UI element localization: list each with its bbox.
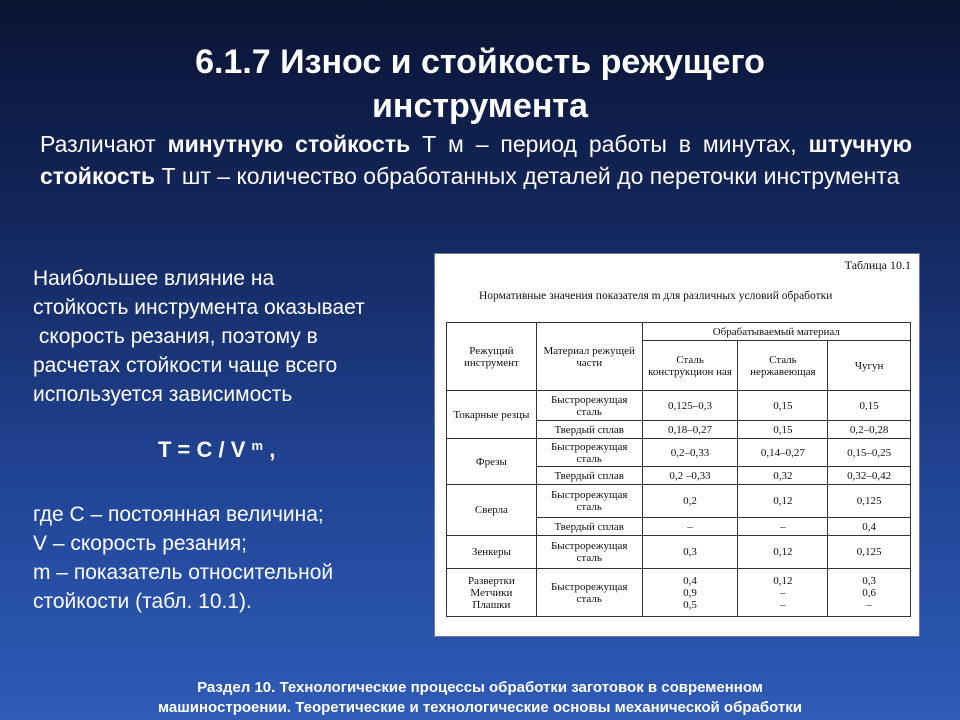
norm-table: [446, 322, 911, 617]
cell-value: 0,2 –0,33: [642, 467, 738, 485]
value-line: 0,6: [862, 586, 877, 599]
formula-text: T = C / V: [158, 437, 252, 462]
cell-value: 0,14–0,27: [738, 439, 828, 467]
legend-line: где С – постоянная величина;: [33, 503, 324, 526]
intro-paragraph: [40, 128, 912, 192]
table-row: [447, 439, 911, 467]
term-piece-life: штучную стойкость: [40, 131, 913, 189]
tool-name: Развертки: [468, 574, 515, 587]
cell-value: [828, 569, 911, 617]
explanation-line: скорость резания, поэтому в: [33, 325, 318, 348]
tool-name: Плашки: [472, 598, 511, 611]
table-caption: Таблица 10.1: [844, 258, 911, 272]
value-line: –: [780, 598, 786, 611]
cell-material: Твердый сплав: [536, 421, 642, 439]
value-line: 0,4: [683, 574, 697, 587]
intro-text: Т шт – количество обработанных деталей до переточки инструмента: [155, 163, 900, 189]
value-line: 0,5: [683, 598, 697, 611]
explanation-line: стойкость инструмента оказывает: [33, 296, 365, 319]
header-steel-stainless: Сталь нержавеющая: [738, 341, 828, 391]
table-panel: [434, 253, 920, 637]
value-line: 0,9: [683, 586, 697, 599]
header-cast-iron: Чугун: [828, 341, 911, 391]
cell-value: –: [642, 518, 738, 536]
title-line-1: 6.1.7 Износ и стойкость режущего: [195, 43, 765, 81]
header-steel-struct: Сталь конструкцион ная: [642, 341, 738, 391]
table-header-row: [447, 323, 911, 341]
term-minute-life: минутную стойкость: [167, 131, 411, 157]
table-subtitle: Нормативные значения показателя m для различных условий обработки: [479, 290, 833, 302]
cell-value: [738, 569, 828, 617]
cell-value: [642, 569, 738, 617]
table-row: [447, 569, 911, 617]
footer-line-1: Раздел 10. Технологические процессы обработки заготовок в современном: [197, 679, 763, 696]
footer-line-2: машиностроении. Теоретические и технологические основы механической обработки: [158, 699, 802, 716]
formula-suffix: ,: [263, 437, 276, 462]
header-material: Материал режущей части: [536, 323, 642, 391]
cell-value: 0,15: [828, 391, 911, 421]
legend-line: m – показатель относительной: [33, 561, 334, 584]
cell-material: Быстрорежущая сталь: [536, 439, 642, 467]
cell-value: 0,4: [828, 518, 911, 536]
legend-line: V – скорость резания;: [33, 532, 247, 555]
cell-material: Твердый сплав: [536, 518, 642, 536]
cell-material: Быстрорежущая сталь: [536, 391, 642, 421]
explanation-line: расчетах стойкости чаще всего: [33, 354, 338, 377]
title-line-2: инструмента: [372, 87, 588, 125]
cell-tool: Фрезы: [447, 439, 537, 485]
tool-life-formula: [158, 437, 275, 463]
explanation-line: Наибольшее влияние на: [33, 267, 275, 290]
formula-legend: [33, 500, 428, 616]
cell-value: 0,3: [642, 536, 738, 569]
cell-value: 0,15: [738, 421, 828, 439]
legend-line: стойкости (табл. 10.1).: [33, 590, 252, 613]
cell-material: Быстрорежущая сталь: [536, 536, 642, 569]
value-line: 0,3: [862, 574, 877, 587]
cell-tool: Токарные резцы: [447, 391, 537, 439]
cell-value: 0,125: [828, 485, 911, 518]
cell-value: 0,18–0,27: [642, 421, 738, 439]
explanation-line: используется зависимость: [33, 383, 293, 406]
cell-tool: [447, 569, 537, 617]
slide-footer: [0, 678, 960, 718]
header-workpiece: Обрабатываемый материал: [642, 323, 910, 341]
table-row: [447, 485, 911, 518]
table-row: [447, 536, 911, 569]
cell-value: 0,125–0,3: [642, 391, 738, 421]
value-line: 0,12: [773, 574, 793, 587]
cell-tool: Сверла: [447, 485, 537, 536]
cell-value: 0,15–0,25: [828, 439, 911, 467]
intro-text: Различают: [40, 131, 168, 157]
cell-value: 0,2–0,33: [642, 439, 738, 467]
table-row: [447, 391, 911, 421]
cell-value: 0,12: [738, 485, 828, 518]
cell-material: Быстрорежущая сталь: [536, 485, 642, 518]
cell-value: 0,32: [738, 467, 828, 485]
cell-material: Твердый сплав: [536, 467, 642, 485]
tool-name: Метчики: [470, 586, 513, 599]
cell-value: 0,2: [642, 485, 738, 518]
cell-value: 0,12: [738, 536, 828, 569]
header-tool: Режущий инструмент: [447, 323, 537, 391]
cell-value: 0,2–0,28: [828, 421, 911, 439]
explanation-text: [33, 264, 428, 409]
cell-tool: Зенкеры: [447, 536, 537, 569]
cell-material: Быстрорежущая сталь: [536, 569, 642, 617]
value-line: –: [866, 598, 872, 611]
cell-value: 0,32–0,42: [828, 467, 911, 485]
formula-exponent: m: [251, 438, 264, 453]
value-line: –: [780, 586, 786, 599]
cell-value: 0,125: [828, 536, 911, 569]
cell-value: 0,15: [738, 391, 828, 421]
slide-title: [90, 40, 870, 128]
intro-text: Т м – период работы в минутах,: [410, 131, 797, 157]
cell-value: –: [738, 518, 828, 536]
